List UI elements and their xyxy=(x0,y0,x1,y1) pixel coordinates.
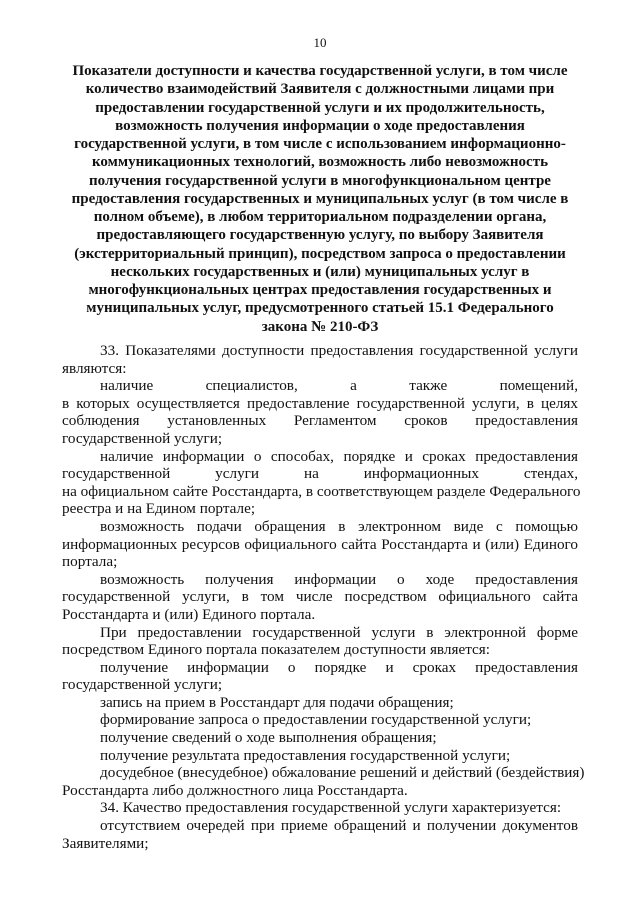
paragraph-line: посредством Единого портала показателем доступности является: xyxy=(62,641,490,659)
paragraph-line: Росстандарта и (или) Единого портала. xyxy=(62,605,316,623)
heading-line: предоставления государственных и муниципальных услуг (в том числе в xyxy=(71,190,569,207)
paragraph xyxy=(62,694,578,712)
paragraph xyxy=(62,377,578,447)
paragraph-line: реестра и на Едином портале; xyxy=(62,500,256,518)
heading-line: (экстерриториальный принцип), посредством запроса о предоставлении xyxy=(74,245,566,262)
heading-line: предоставлении государственной услуги и их продолжительность, xyxy=(95,99,545,116)
page-number: 10 xyxy=(313,35,327,50)
paragraph-line: формирование запроса о предоставлении государственной услуги; xyxy=(100,711,532,729)
heading-line: Показатели доступности и качества государственной услуги, в том числе xyxy=(72,63,568,79)
paragraph-line: возможность подачи обращения в электронном виде с помощью xyxy=(100,517,578,535)
paragraph-line: получение информации о порядке и сроках предоставления xyxy=(100,658,578,676)
paragraph xyxy=(62,447,581,518)
paragraph-line: Заявителями; xyxy=(62,834,149,852)
paragraph-line: запись на прием в Росстандарт для подачи обращения; xyxy=(100,693,454,711)
paragraph xyxy=(62,799,578,817)
paragraph xyxy=(62,342,578,377)
paragraph xyxy=(62,659,578,694)
heading-line: многофункциональных центрах предоставления государственных и xyxy=(88,282,552,298)
paragraph-line: наличие информации о способах, порядке и сроках предоставления xyxy=(100,447,578,465)
heading-line: предоставляющего государственную услугу, по выбору Заявителя xyxy=(96,227,544,244)
paragraph-line: являются: xyxy=(62,359,127,377)
paragraph-line: Росстандарта либо должностного лица Росстандарта. xyxy=(62,781,408,799)
paragraph-line: в которых осуществляется предоставление государственной услуги, в целях xyxy=(62,394,578,412)
body-text xyxy=(62,342,585,852)
paragraph-line: соблюдения установленных Регламентом сроков предоставления xyxy=(62,412,578,430)
heading-line: полном объеме), в любом территориальном подразделении органа, xyxy=(93,209,547,225)
paragraph xyxy=(62,729,578,747)
paragraph-line: отсутствием очередей при приеме обращений и получении документов xyxy=(100,817,578,835)
heading-line: муниципальных услуг, предусмотренного статьей 15.1 Федерального xyxy=(86,300,554,317)
paragraph-line: государственной услуги; xyxy=(62,429,223,447)
paragraph-line: досудебное (внесудебное) обжалование решений и действий (бездействия) xyxy=(100,764,585,782)
heading-line: получения государственной услуги в многофункциональном центре xyxy=(89,172,551,189)
paragraph xyxy=(62,764,585,799)
heading-line: количество взаимодействий Заявителя с должностными лицами при xyxy=(85,81,555,98)
paragraph-line: получение результата предоставления государственной услуги; xyxy=(100,746,511,764)
heading-line: возможность получения информации о ходе предоставления xyxy=(115,117,525,134)
paragraph-line: 33. Показателями доступности предоставления государственной услуги xyxy=(100,342,578,359)
heading-line: закона № 210-ФЗ xyxy=(261,318,379,335)
section-heading xyxy=(62,62,578,336)
paragraph xyxy=(62,624,578,659)
paragraph-line: возможность получения информации о ходе предоставления xyxy=(100,570,578,588)
paragraph-line: государственной услуги на информационных стендах, xyxy=(62,465,578,483)
paragraph-line: портала; xyxy=(62,553,118,571)
paragraph-line: При предоставлении государственной услуги в электронной форме xyxy=(100,623,578,641)
paragraph xyxy=(62,571,578,624)
heading-line: коммуникационных технологий, возможность либо невозможность xyxy=(91,154,549,171)
paragraph-line: 34. Качество предоставления государственной услуги характеризуется: xyxy=(100,799,562,817)
paragraph-line: государственной услуги; xyxy=(62,676,223,694)
heading-line: нескольких государственных и (или) муниципальных услуг в xyxy=(110,263,530,280)
paragraph-line: информационных ресурсов официального сайта Росстандарта и (или) Единого xyxy=(62,535,578,553)
paragraph-line: получение сведений о ходе выполнения обращения; xyxy=(100,729,437,747)
paragraph xyxy=(62,711,578,729)
paragraph-line: на официальном сайте Росстандарта, в соответствующем разделе Федерального xyxy=(62,482,581,500)
paragraph-line: наличие специалистов, а также помещений, xyxy=(100,377,578,395)
paragraph-line: государственной услуги, в том числе посредством официального сайта xyxy=(62,588,578,606)
paragraph xyxy=(62,817,578,852)
paragraph xyxy=(62,747,578,765)
heading-line: государственной услуги, в том числе с использованием информационно- xyxy=(74,136,566,152)
paragraph xyxy=(62,518,578,571)
